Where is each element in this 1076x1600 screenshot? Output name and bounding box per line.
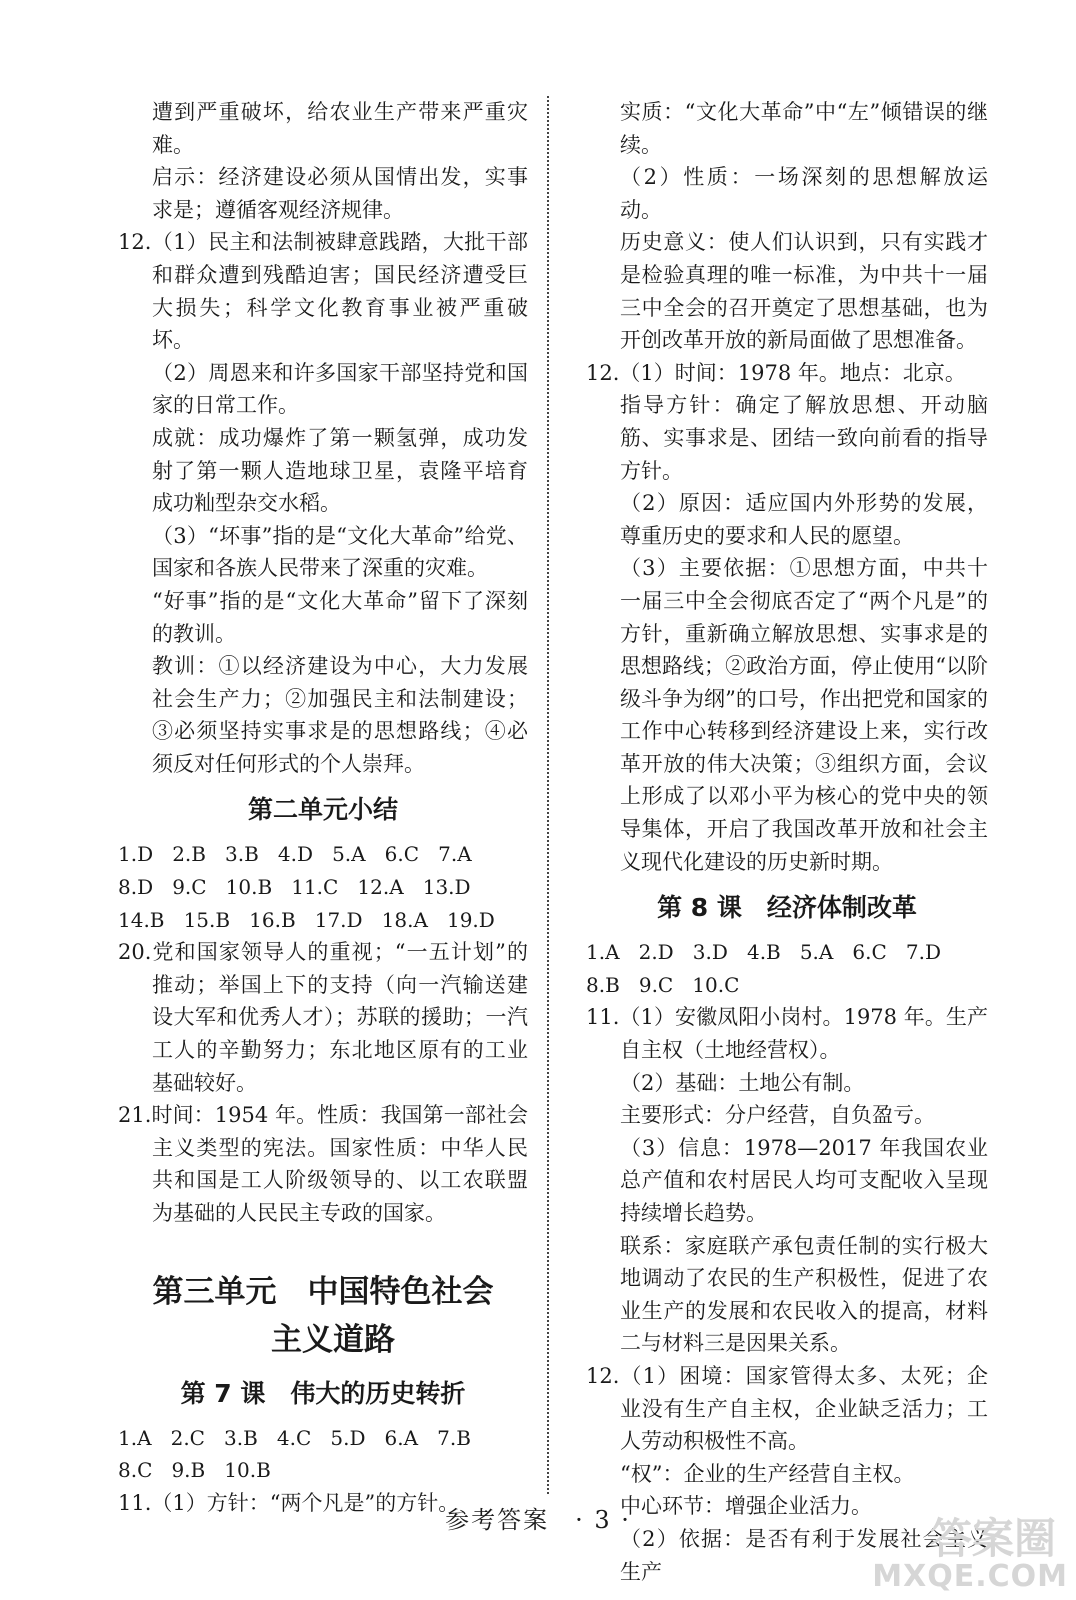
left-column xyxy=(118,96,528,1519)
l8-q11-basis: （2）基础：土地公有制。 xyxy=(620,1070,865,1095)
lesson7-q11: 11.（1）方针：“两个凡是”的方针。 xyxy=(118,1490,460,1515)
l7-q12-guideline: 指导方针：确定了解放思想、开动脑筋、实事求是、团结一致向前看的指导方针。 xyxy=(620,393,988,483)
l7-q11-significance: 历史意义：使人们认识到，只有实践才是检验真理的唯一标准，为中共十一届三中全会的召开奠定了思想基础，也为开创改革开放的新局面做了思想准备。 xyxy=(620,230,988,353)
l7-q11-nature: （2）性质：一场深刻的思想解放运动。 xyxy=(620,165,988,222)
page-footer: 参考答案 · 3 · xyxy=(445,1506,631,1534)
unit2-summary-title: 第二单元小结 xyxy=(247,795,398,825)
q12-part2: （2）周恩来和许多国家干部坚持党和国家的日常工作。 xyxy=(152,360,528,418)
l8-q11-part1: 11.（1）安徽凤阳小岗村。1978 年。生产自主权（土地经营权）。 xyxy=(586,1005,988,1063)
l8-q11-info: （3）信息：1978—2017 年我国农业总产值和农村居民人均可支配收入呈现持续增长趋势。 xyxy=(620,1135,988,1225)
l7-q11-essence: 实质：“文化大革命”中“左”倾错误的继续。 xyxy=(620,100,988,157)
watermark-site-text: MXQE.COM xyxy=(872,1559,1068,1594)
q12-part3: （3）“坏事”指的是“文化大革命”给党、国家和各族人民带来了深重的灾难。 xyxy=(152,523,528,581)
q12-good-thing: “好事”指的是“文化大革命”留下了深刻的教训。 xyxy=(152,588,528,646)
watermark-logo-text: 答案圈 xyxy=(929,1514,1056,1563)
unit3-title-line1: 第三单元 中国特色社会 xyxy=(152,1273,494,1310)
l8-q12-part1: 12.（1）困境：国家管得太多、太死；企业没有生产自主权，企业缺乏活力；工人劳动积极性不高。 xyxy=(586,1363,988,1454)
right-column xyxy=(586,96,988,1588)
unit2-answers-row-1: 1.D 2.B 3.B 4.D 5.A 6.C 7.A xyxy=(118,842,472,867)
unit2-q21: 21.时间：1954 年。性质：我国第一部社会主义类型的宪法。国家性质：中华人民共和国是工人阶级领导的、以工农联盟为基础的人民民主专政的国家。 xyxy=(118,1103,528,1225)
lesson7-title: 第 7 课 伟大的历史转折 xyxy=(180,1378,466,1408)
lesson8-answers-row-1: 1.A 2.D 3.D 4.B 5.A 6.C 7.D xyxy=(586,940,941,965)
lesson7-answers-row-2: 8.C 9.B 10.B xyxy=(118,1458,271,1483)
l8-q12-central-link: 中心环节：增强企业活力。 xyxy=(620,1494,872,1519)
lesson8-answers-row-2: 8.B 9.C 10.C xyxy=(586,972,740,997)
l8-q11-relation: 联系：家庭联产承包责任制的实行极大地调动了农民的生产积极性，促进了农业生产的发展和农民收入的提高，材料二与材料三是因果关系。 xyxy=(620,1233,988,1356)
q11-continuation-1: 遭到严重破坏，给农业生产带来严重灾难。 xyxy=(152,100,528,157)
l8-q12-power: “权”：企业的生产经营自主权。 xyxy=(620,1461,915,1486)
unit3-title xyxy=(118,1268,528,1364)
lesson7-answers-row-1: 1.A 2.C 3.B 4.C 5.D 6.A 7.B xyxy=(118,1425,471,1450)
q12-achievements: 成就：成功爆炸了第一颗氢弹，成功发射了第一颗人造地球卫星，袁隆平培育成功籼型杂交水稻。 xyxy=(152,425,528,516)
lesson8-title: 第 8 课 经济体制改革 xyxy=(657,893,917,923)
l7-q12-part2: （2）原因：适应国内外形势的发展，尊重历史的要求和人民的愿望。 xyxy=(620,491,988,548)
unit3-title-line2: 主义道路 xyxy=(271,1321,395,1358)
l7-q12-part1: 12.（1）时间：1978 年。地点：北京。 xyxy=(586,360,966,385)
q12-lessons: 教训：①以经济建设为中心，大力发展社会生产力；②加强民主和法制建设；③必须坚持实事求是的思想路线；④必须反对任何形式的个人崇拜。 xyxy=(152,654,528,776)
column-divider xyxy=(547,96,549,1494)
unit2-answers-row-3: 14.B 15.B 16.B 17.D 18.A 19.D xyxy=(118,907,495,932)
watermark-logo xyxy=(872,1504,1068,1594)
unit2-answers-row-2: 8.D 9.C 10.B 11.C 12.A 13.D xyxy=(118,875,471,900)
q11-continuation-2: 启示：经济建设必须从国情出发，实事求是；遵循客观经济规律。 xyxy=(152,165,528,222)
l8-q12-part2: （2）依据：是否有利于发展社会主义生产 xyxy=(620,1526,988,1584)
l8-q11-form: 主要形式：分户经营，自负盈亏。 xyxy=(620,1103,935,1128)
l7-q12-part3: （3）主要依据：①思想方面，中共十一届三中全会彻底否定了“两个凡是”的方针，重新确立解放思想、实事求是的思想路线；②政治方面，停止使用“以阶级斗争为纲”的口号，作出把党和国家的工作中心转移到经济建设上来，实行改革开放的伟大决策；③组织方面，会议上形成了以邓小平为核心的党中央的领导集体，开启了我国改革开放和社会主义现代化建设的历史新时期。 xyxy=(620,556,988,874)
q12-part1: 12.（1）民主和法制被肆意践踏，大批干部和群众遭到残酷迫害；国民经济遭受巨大损失；科学文化教育事业被严重破坏。 xyxy=(118,230,528,353)
unit2-q20: 20.党和国家领导人的重视；“一五计划”的推动；举国上下的支持（向一汽输送建设大军和优秀人才）；苏联的援助；一汽工人的辛勤努力；东北地区原有的工业基础较好。 xyxy=(118,940,528,1095)
